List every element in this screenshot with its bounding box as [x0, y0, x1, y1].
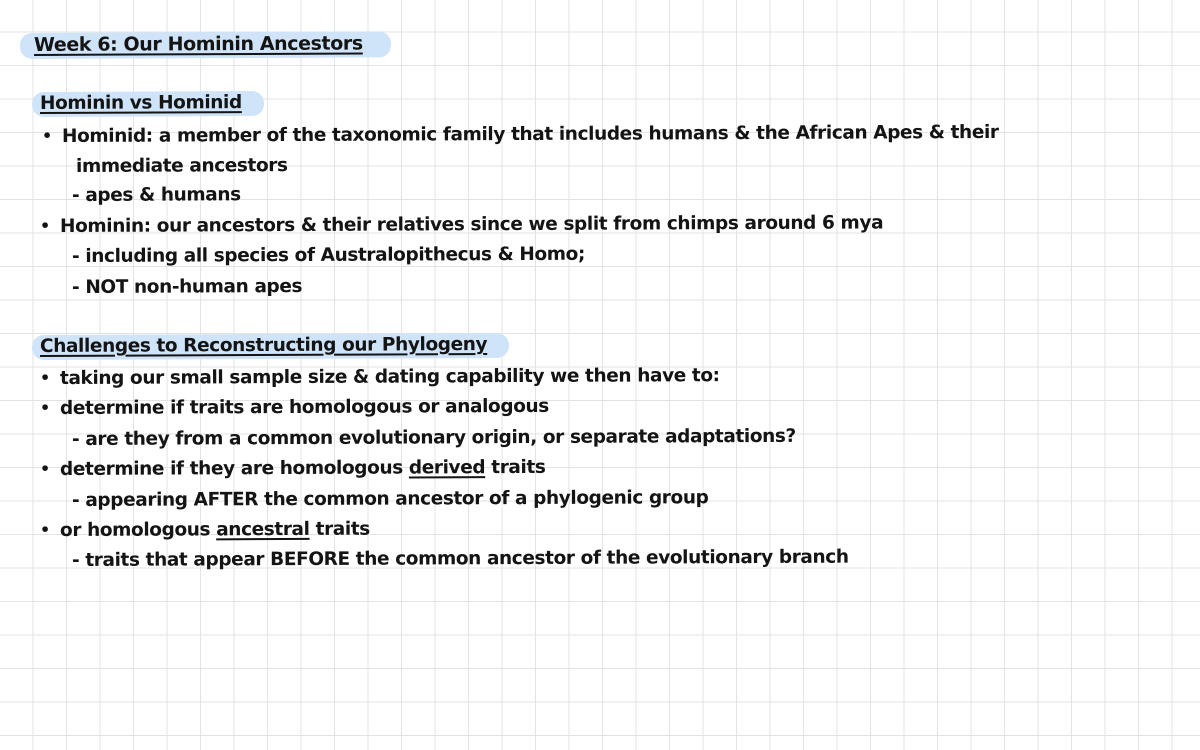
note-subline: - appearing AFTER the common ancestor of a phylogenic group: [71, 487, 709, 511]
note-subline: - NOT non-human apes: [71, 275, 303, 298]
note-line: • determine if traits are homologous or analogous: [60, 396, 549, 419]
note-line: [60, 519, 370, 541]
note-subline: - traits that appear BEFORE the common ancestor of the evolutionary branch: [71, 546, 849, 571]
note-subline: - including all species of Australopithecus & Homo;: [71, 243, 585, 267]
note-line: immediate ancestors: [75, 155, 288, 177]
note-line: • Hominid: a member of the taxonomic family that includes humans & the African Apes & their: [62, 122, 999, 147]
section-heading-text: Hominin vs Hominid: [39, 92, 242, 114]
note-line: [60, 457, 546, 480]
page-title: [20, 31, 391, 59]
note-line: • Hominin: our ancestors & their relatives since we split from chimps around 6 mya: [60, 212, 883, 237]
page-title-text: Week 6: Our Hominin Ancestors: [33, 32, 363, 56]
note-text: traits: [491, 456, 546, 479]
section-heading-phylogeny-challenges: [32, 333, 509, 360]
section-heading-hominin-vs-hominid: [32, 91, 264, 117]
section-heading-text: Challenges to Reconstructing our Phylogeny: [39, 334, 488, 357]
note-text: or homologous: [59, 519, 211, 541]
note-subline: - apes & humans: [71, 184, 241, 206]
emphasis-ancestral: ancestral: [216, 518, 310, 541]
note-line: • taking our small sample size & dating capability we then have to:: [60, 365, 720, 389]
emphasis-derived: derived: [408, 457, 486, 479]
note-text: determine if they are homologous: [59, 457, 403, 480]
note-text: traits: [315, 518, 370, 540]
note-subline: - are they from a common evolutionary origin, or separate adaptations?: [71, 425, 796, 450]
